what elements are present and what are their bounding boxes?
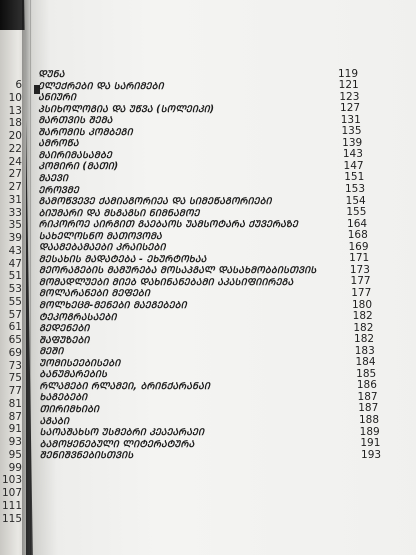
left-page-number: 20	[8, 130, 22, 142]
left-page-number: 22	[8, 142, 22, 155]
toc-entry-title: ᲡᲐᲝᲐᲨᲐᲮᲡᲝ ᲣᲡᲛᲔᲑᲠᲘ ᲙᲔᲐᲔᲐᲠᲐᲔᲘ	[39, 427, 205, 439]
toc-page-number: 123	[339, 90, 360, 103]
left-page-number: 35	[8, 219, 22, 232]
toc-entry-title: ᲔᲠᲝᲕᲛᲔ	[38, 184, 79, 196]
toc-entry-title: ᲨᲔᲜᲘᲨᲕᲜᲔᲑᲘᲡᲗᲕᲘᲡ	[39, 450, 134, 462]
left-page-number: 61	[8, 321, 22, 334]
left-page-number: 77	[8, 385, 22, 397]
toc-page-number: 182	[352, 310, 373, 323]
toc-entry-title: ᲓᲐᲐᲛᲔᲑᲐᲛᲐᲔᲑᲘ ᲙᲠᲐᲘᲡᲔᲑᲘ	[38, 242, 166, 254]
toc-page-number: 185	[356, 367, 377, 380]
toc-page-number: 173	[349, 263, 370, 276]
toc-entry-title: ᲛᲔᲡᲐᲮᲘᲡ ᲛᲐᲓᲐᲢᲔᲑᲐ - ᲔᲮᲣᲠᲢᲝᲮᲐᲐ	[38, 253, 207, 265]
left-page-number: 24	[8, 155, 22, 168]
toc-page-number: 189	[359, 425, 380, 438]
toc-entry-title: ᲣᲝᲛᲘᲡᲔᲔᲑᲘᲡᲔᲑᲘ	[39, 357, 121, 369]
toc-entry-title: ᲠᲘᲙᲝᲠᲝᲔ ᲐᲘᲠᲒᲘᲗ ᲒᲐᲔᲑᲐᲝᲡ ᲣᲐᲛᲡᲝᲢᲐᲠᲐ ᲥᲣᲕᲔᲠᲐᲖᲔ	[38, 219, 299, 231]
toc-page-number: 154	[345, 194, 366, 207]
toc-entry-title: ᲒᲔᲓᲔᲜᲔᲑᲘ	[39, 323, 90, 335]
left-page-number: 81	[8, 397, 22, 410]
toc-entry-title: ᲛᲝᲚᲮᲔᲪᲛ-ᲛᲔᲜᲔᲑᲘ ᲛᲐᲔᲒᲔᲑᲔᲑᲘ	[39, 300, 187, 311]
left-page-number: 93	[8, 436, 22, 448]
toc-page-number: 191	[360, 437, 381, 450]
left-page-number: 39	[8, 232, 22, 244]
toc-entry-title: ᲑᲐᲜᲣᲛᲐᲠᲔᲑᲘᲡ	[39, 369, 108, 381]
left-page-number: 13	[8, 104, 22, 117]
toc-page-number: 153	[344, 183, 365, 195]
toc-page-number: 187	[358, 402, 379, 415]
toc-entry-title: ᲒᲐᲛᲝᲬᲕᲔᲕᲔ ᲥᲐᲛᲘᲐᲒᲝᲠᲘᲔᲐ ᲓᲐ ᲡᲘᲛᲔᲬᲐᲒᲝᲠᲘᲔᲑᲘ	[38, 196, 272, 208]
left-page-number: 111	[1, 499, 22, 512]
toc-page-number: 155	[346, 206, 367, 219]
toc-page-number: 139	[342, 136, 363, 149]
toc-page-number: 147	[343, 159, 364, 172]
toc-page-number: 164	[347, 217, 368, 230]
toc-entry-title: ᲨᲐᲠᲝᲛᲘᲡ ᲙᲝᲛᲑᲔᲒᲘ	[38, 126, 133, 138]
toc-entry-title: ᲐᲒᲐᲑᲘ	[39, 415, 70, 427]
left-page-number: 18	[8, 117, 22, 130]
left-page-number: 53	[8, 283, 22, 295]
toc-entry-title: ᲮᲐᲒᲔᲑᲔᲑᲘ	[39, 392, 88, 404]
left-page-number: 75	[8, 372, 22, 385]
toc-entry-title: ᲛᲝᲛᲐᲓᲚᲣᲔᲑᲘ ᲛᲘᲔᲑ ᲓᲐᲮᲘᲜᲐᲜᲔᲑᲐᲛᲘ ᲐᲙᲐᲡᲘᲤᲘᲘᲠᲔᲒᲐ	[38, 276, 294, 288]
toc-entry-title: ᲐᲜᲘᲣᲠᲘ	[38, 92, 77, 104]
toc-entry-title: ᲠᲚᲐᲛᲔᲑᲘ ᲠᲚᲐᲛᲔᲘ, ᲑᲠᲘᲜᲥᲐᲠᲐᲜᲐᲘ	[39, 380, 211, 392]
left-page-number: 65	[8, 334, 22, 346]
toc-page-number: 183	[354, 344, 375, 357]
toc-entry-title: ᲙᲝᲛᲘᲠᲘ (ᲛᲐᲗᲘ)	[38, 161, 119, 173]
toc-entry-title: ᲡᲐᲮᲔᲚᲝᲡᲜᲝ ᲛᲐᲗᲝᲕᲝᲛᲐ	[38, 230, 162, 242]
toc-page-number: 143	[342, 148, 363, 161]
left-page-number: 107	[1, 487, 22, 499]
toc-page-number: 119	[337, 67, 358, 80]
toc-page-number: 127	[340, 102, 361, 115]
toc-page-number: 184	[355, 356, 376, 369]
toc-entry-title: ᲢᲔᲙᲝᲒᲠᲐᲡᲐᲔᲑᲘ	[39, 311, 117, 323]
toc-page-number: 188	[358, 414, 379, 426]
toc-page-number: 151	[344, 171, 365, 184]
toc-page-number: 186	[356, 379, 377, 392]
left-page-number: 27	[8, 168, 22, 181]
left-page-number: 87	[8, 410, 22, 423]
left-page-number: 95	[8, 448, 22, 461]
toc-entry-title: ᲛᲔᲝᲠᲐᲒᲔᲑᲘᲡ ᲛᲐᲛᲣᲠᲔᲑᲐ ᲛᲝᲡᲐᲞᲒᲐᲚ ᲓᲐᲡᲐᲮᲛᲝᲑᲑᲘᲡᲗᲕᲘᲡ	[38, 265, 317, 277]
left-page-number: 33	[8, 206, 22, 219]
toc-page-number: 135	[341, 125, 362, 138]
toc-entry-title: ᲗᲘᲠᲘᲛᲮᲘᲑᲘ	[39, 403, 100, 415]
left-page-number: 43	[8, 244, 22, 257]
left-page-number: 6	[15, 79, 22, 91]
toc-entry-title: ᲛᲐᲘᲠᲘᲛᲐᲡᲐᲛᲑᲔ	[38, 149, 112, 161]
toc-entry-title: ᲑᲐᲛᲝᲧᲔᲜᲔᲑᲣᲚᲘ ᲚᲘᲢᲔᲠᲐᲢᲣᲠᲐ	[39, 438, 195, 450]
toc-entry-title: ᲐᲛᲠᲝᲬᲐ	[38, 138, 79, 150]
left-page-number: 91	[8, 423, 22, 436]
toc-page-number: 177	[351, 286, 372, 299]
left-page-number: 115	[1, 512, 22, 525]
left-page-number: 31	[8, 193, 22, 206]
toc-entry-title: ᲛᲝᲚᲐᲠᲐᲜᲔᲑᲘ ᲛᲔᲤᲔᲑᲘ	[38, 288, 150, 300]
left-page-number: 57	[8, 308, 22, 321]
left-page-number: 73	[8, 359, 22, 372]
toc-entry-title: ᲞᲡᲘᲮᲝᲚᲝᲒᲘᲐ ᲓᲐ ᲣᲬᲕᲐ (ᲡᲝᲚᲔᲘᲙᲘ)	[38, 103, 215, 115]
left-page-number: 99	[8, 461, 22, 474]
toc-entry-title: ᲑᲘᲣᲛᲐᲠᲘ ᲓᲐ ᲛᲡᲒᲐᲒᲡᲘ ᲜᲘᲛᲜᲐᲛᲝᲔ	[38, 207, 200, 219]
left-page-number: 27	[8, 181, 22, 193]
toc-page-number: 131	[340, 113, 361, 126]
toc-page-number: 177	[350, 275, 371, 288]
toc-page-number: 171	[349, 252, 370, 265]
toc-page-number: 121	[338, 79, 359, 92]
toc-page-number: 193	[361, 448, 382, 461]
toc-entry-title: ᲛᲐᲔᲕᲘ	[38, 172, 69, 184]
toc-entry-title: ᲓᲣᲜᲐ	[38, 69, 65, 80]
left-page-number: 55	[8, 295, 22, 308]
toc-page-number: 169	[348, 240, 369, 253]
toc-entry-title: ᲛᲔᲨᲘ	[39, 346, 64, 358]
left-page-number: 51	[8, 270, 22, 283]
left-page-number: 69	[8, 346, 22, 359]
left-page-number: 10	[8, 91, 22, 104]
left-page-number: 47	[8, 257, 22, 270]
toc-page-number: 168	[347, 229, 368, 242]
toc-page-number: 180	[351, 298, 372, 311]
toc-entry-title: ᲔᲚᲔᲥᲠᲔᲑᲘ ᲓᲐ ᲡᲐᲠᲘᲛᲔᲑᲘ	[38, 80, 164, 92]
toc-entry-title: ᲛᲐᲠᲗᲕᲘᲡ ᲨᲔᲛᲐ	[38, 115, 113, 127]
toc-page-number: 182	[354, 333, 375, 346]
left-page-number: 103	[1, 474, 22, 487]
toc-page-number: 187	[357, 390, 378, 403]
toc-page-number: 182	[353, 321, 374, 334]
toc-entry-title: ᲨᲐᲤᲣᲖᲔᲑᲘ	[39, 334, 90, 346]
